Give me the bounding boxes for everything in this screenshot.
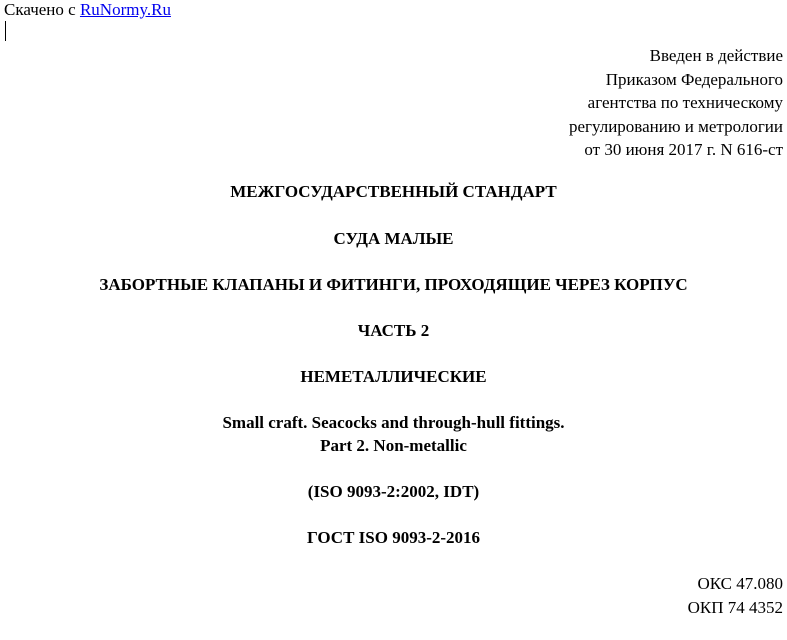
gost-number: ГОСТ ISO 9093-2-2016 (306, 528, 481, 547)
title-line-2: ЗАБОРТНЫЕ КЛАПАНЫ И ФИТИНГИ, ПРОХОДЯЩИЕ ЧЕРЕЗ КОРПУС (99, 275, 688, 294)
iso-reference: (ISO 9093-2:2002, IDT) (307, 482, 480, 501)
approval-line: от 30 июня 2017 г. N 616-ст (584, 140, 783, 159)
source-line (4, 0, 171, 20)
approval-line: Приказом Федерального (605, 69, 783, 89)
source-prefix: Скачено с (4, 0, 80, 19)
part-heading: ЧАСТЬ 2 (357, 321, 430, 340)
classification-codes (688, 572, 783, 619)
title-line-1: СУДА МАЛЫЕ (333, 229, 454, 248)
english-title-line-2: Part 2. Non-metallic (320, 436, 467, 455)
approval-line: регулированию и метрологии (568, 116, 783, 136)
standard-type-heading: МЕЖГОСУДАРСТВЕННЫЙ СТАНДАРТ (230, 182, 557, 201)
source-link[interactable]: RuNormy.Ru (79, 0, 171, 19)
text-cursor (5, 21, 6, 41)
okp-code: ОКП 74 4352 (687, 597, 783, 617)
approval-block (569, 44, 783, 162)
oks-code: ОКС 47.080 (697, 574, 783, 593)
subtitle-heading: НЕМЕТАЛЛИЧЕСКИЕ (300, 367, 487, 386)
english-title-line-1: Small craft. Seacocks and through-hull fittings. (222, 413, 565, 432)
approval-line: Введен в действие (649, 46, 783, 65)
approval-line: агентства по техническому (587, 93, 783, 112)
